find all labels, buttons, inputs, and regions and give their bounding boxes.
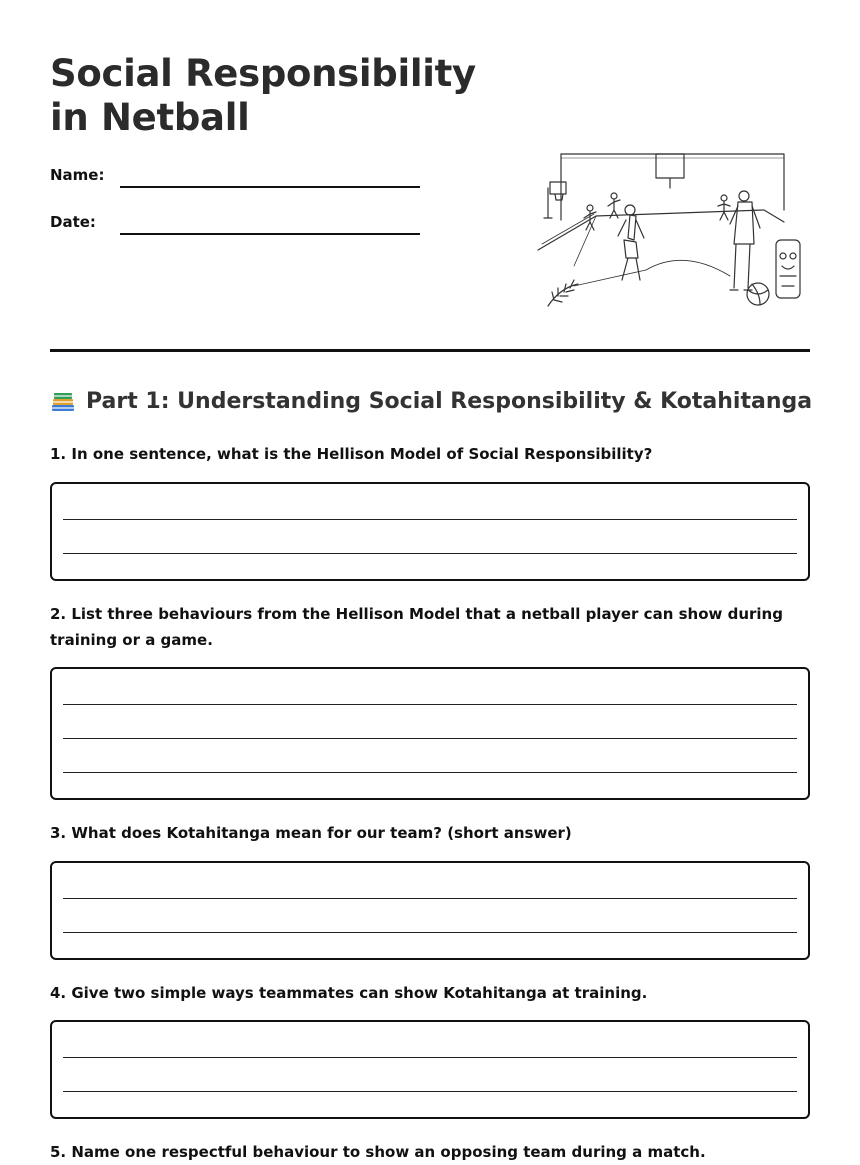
page-title: Social Responsibility in Netball — [50, 52, 476, 139]
question-3: 3. What does Kotahitanga mean for our team? (short answer) — [50, 824, 572, 842]
answer-line — [63, 704, 797, 705]
name-field[interactable] — [120, 186, 420, 188]
netball-court-illustration — [534, 148, 810, 314]
answer-line — [63, 519, 797, 520]
question-4: 4. Give two simple ways teammates can show Kotahitanga at training. — [50, 984, 648, 1002]
answer-box-2[interactable] — [50, 667, 810, 800]
section-title: Part 1: Understanding Social Responsibility & Kotahitanga — [86, 388, 813, 414]
books-icon — [50, 388, 76, 414]
section-divider — [50, 349, 810, 352]
answer-line — [63, 738, 797, 739]
date-label: Date: — [50, 213, 96, 231]
section-heading-part-1 — [50, 388, 812, 414]
question-1: 1. In one sentence, what is the Hellison Model of Social Responsibility? — [50, 445, 653, 463]
name-label: Name: — [50, 166, 105, 184]
question-2: 2. List three behaviours from the Hellison Model that a netball player can show during training or a game. — [50, 605, 783, 649]
date-field[interactable] — [120, 233, 420, 235]
answer-line — [63, 1091, 797, 1092]
answer-box-1[interactable] — [50, 482, 810, 581]
answer-line — [63, 898, 797, 899]
answer-line — [63, 772, 797, 773]
answer-line — [63, 1057, 797, 1058]
answer-box-4[interactable] — [50, 1020, 810, 1119]
answer-box-3[interactable] — [50, 861, 810, 960]
question-5: 5. Name one respectful behaviour to show an opposing team during a match. — [50, 1143, 706, 1161]
answer-line — [63, 553, 797, 554]
answer-line — [63, 932, 797, 933]
